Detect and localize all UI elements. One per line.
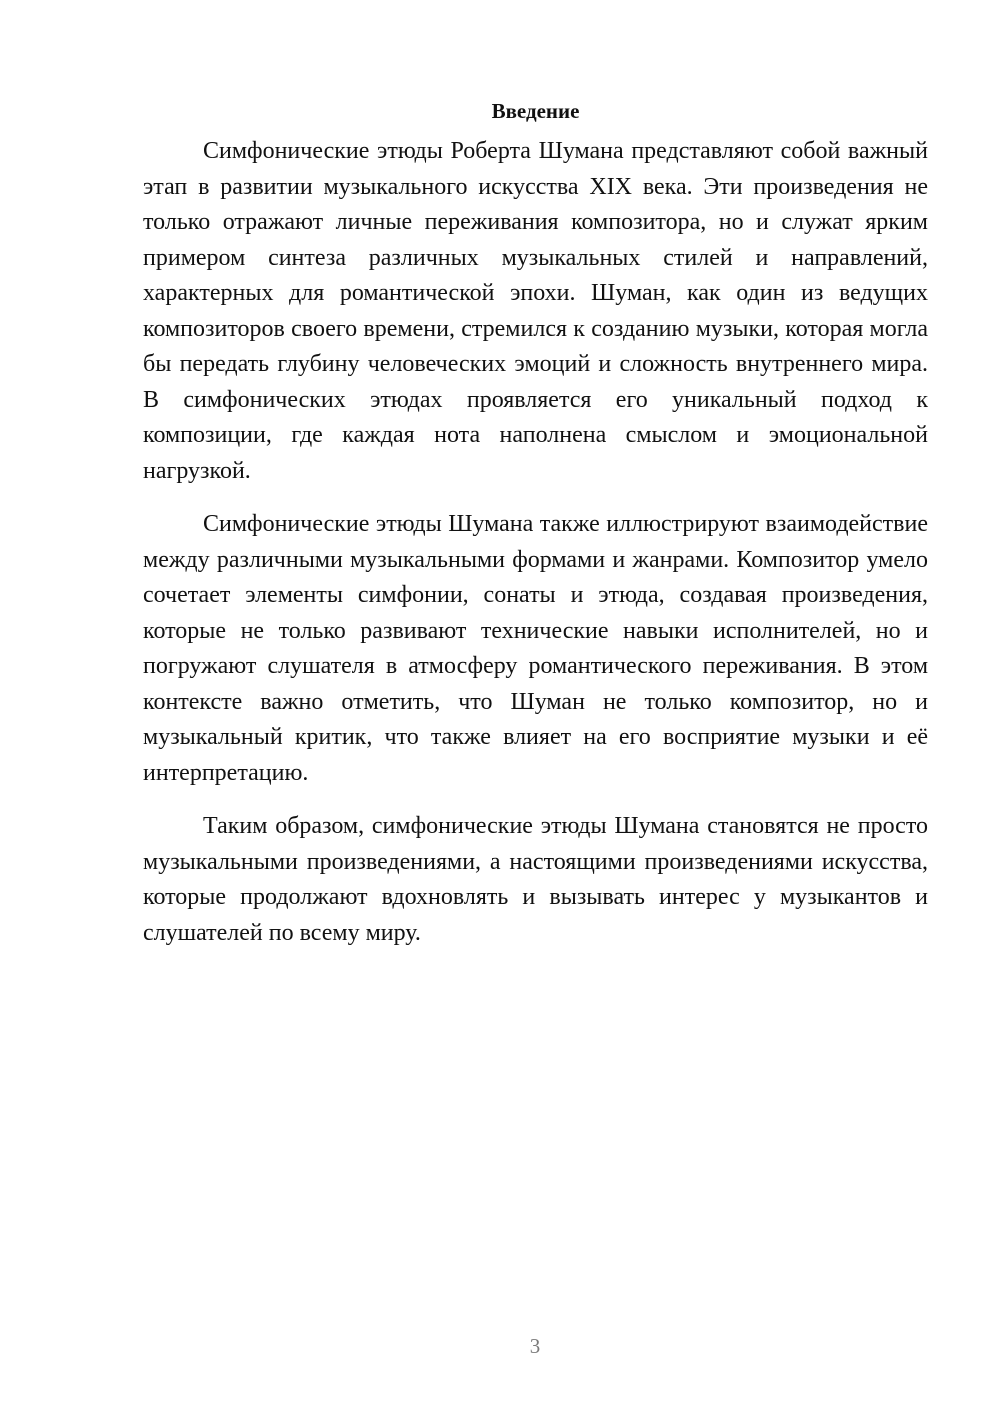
paragraph-2: Симфонические этюды Шумана также иллюстрируют взаимодействие между различными музыкальными формами и жанрами. Композитор умело сочетает элементы симфонии, сонаты и этюда, создавая произведения, которые не только развивают технические навыки исполнителей, но и погружают слушателя в атмосферу романтического переживания. В этом контексте важно отметить, что Шуман не только композитор, но и музыкальный критик, что также влияет на его восприятие музыки и её интерпретацию. <box>143 511 928 786</box>
paragraph-3: Таким образом, симфонические этюды Шумана становятся не просто музыкальными произведениями, а настоящими произведениями искусства, которые продолжают вдохновлять и вызывать интерес у музыкантов и слушателей по всему миру. <box>143 813 928 946</box>
section-heading: Введение <box>491 99 580 123</box>
page-content <box>143 96 928 969</box>
paragraph-1: Симфонические этюды Роберта Шумана представляют собой важный этап в развитии музыкального искусства XIX века. Эти произведения не только отражают личные переживания композитора, но и служат ярким примером синтеза различных музыкальных стилей и направлений, характерных для романтической эпохи. Шуман, как один из ведущих композиторов своего времени, стремился к созданию музыки, которая могла бы передать глубину человеческих эмоций и сложность внутреннего мира. В симфонических этюдах проявляется его уникальный подход к композиции, где каждая нота наполнена смыслом и эмоциональной нагрузкой. <box>143 138 928 484</box>
page-number: 3 <box>529 1334 541 1358</box>
